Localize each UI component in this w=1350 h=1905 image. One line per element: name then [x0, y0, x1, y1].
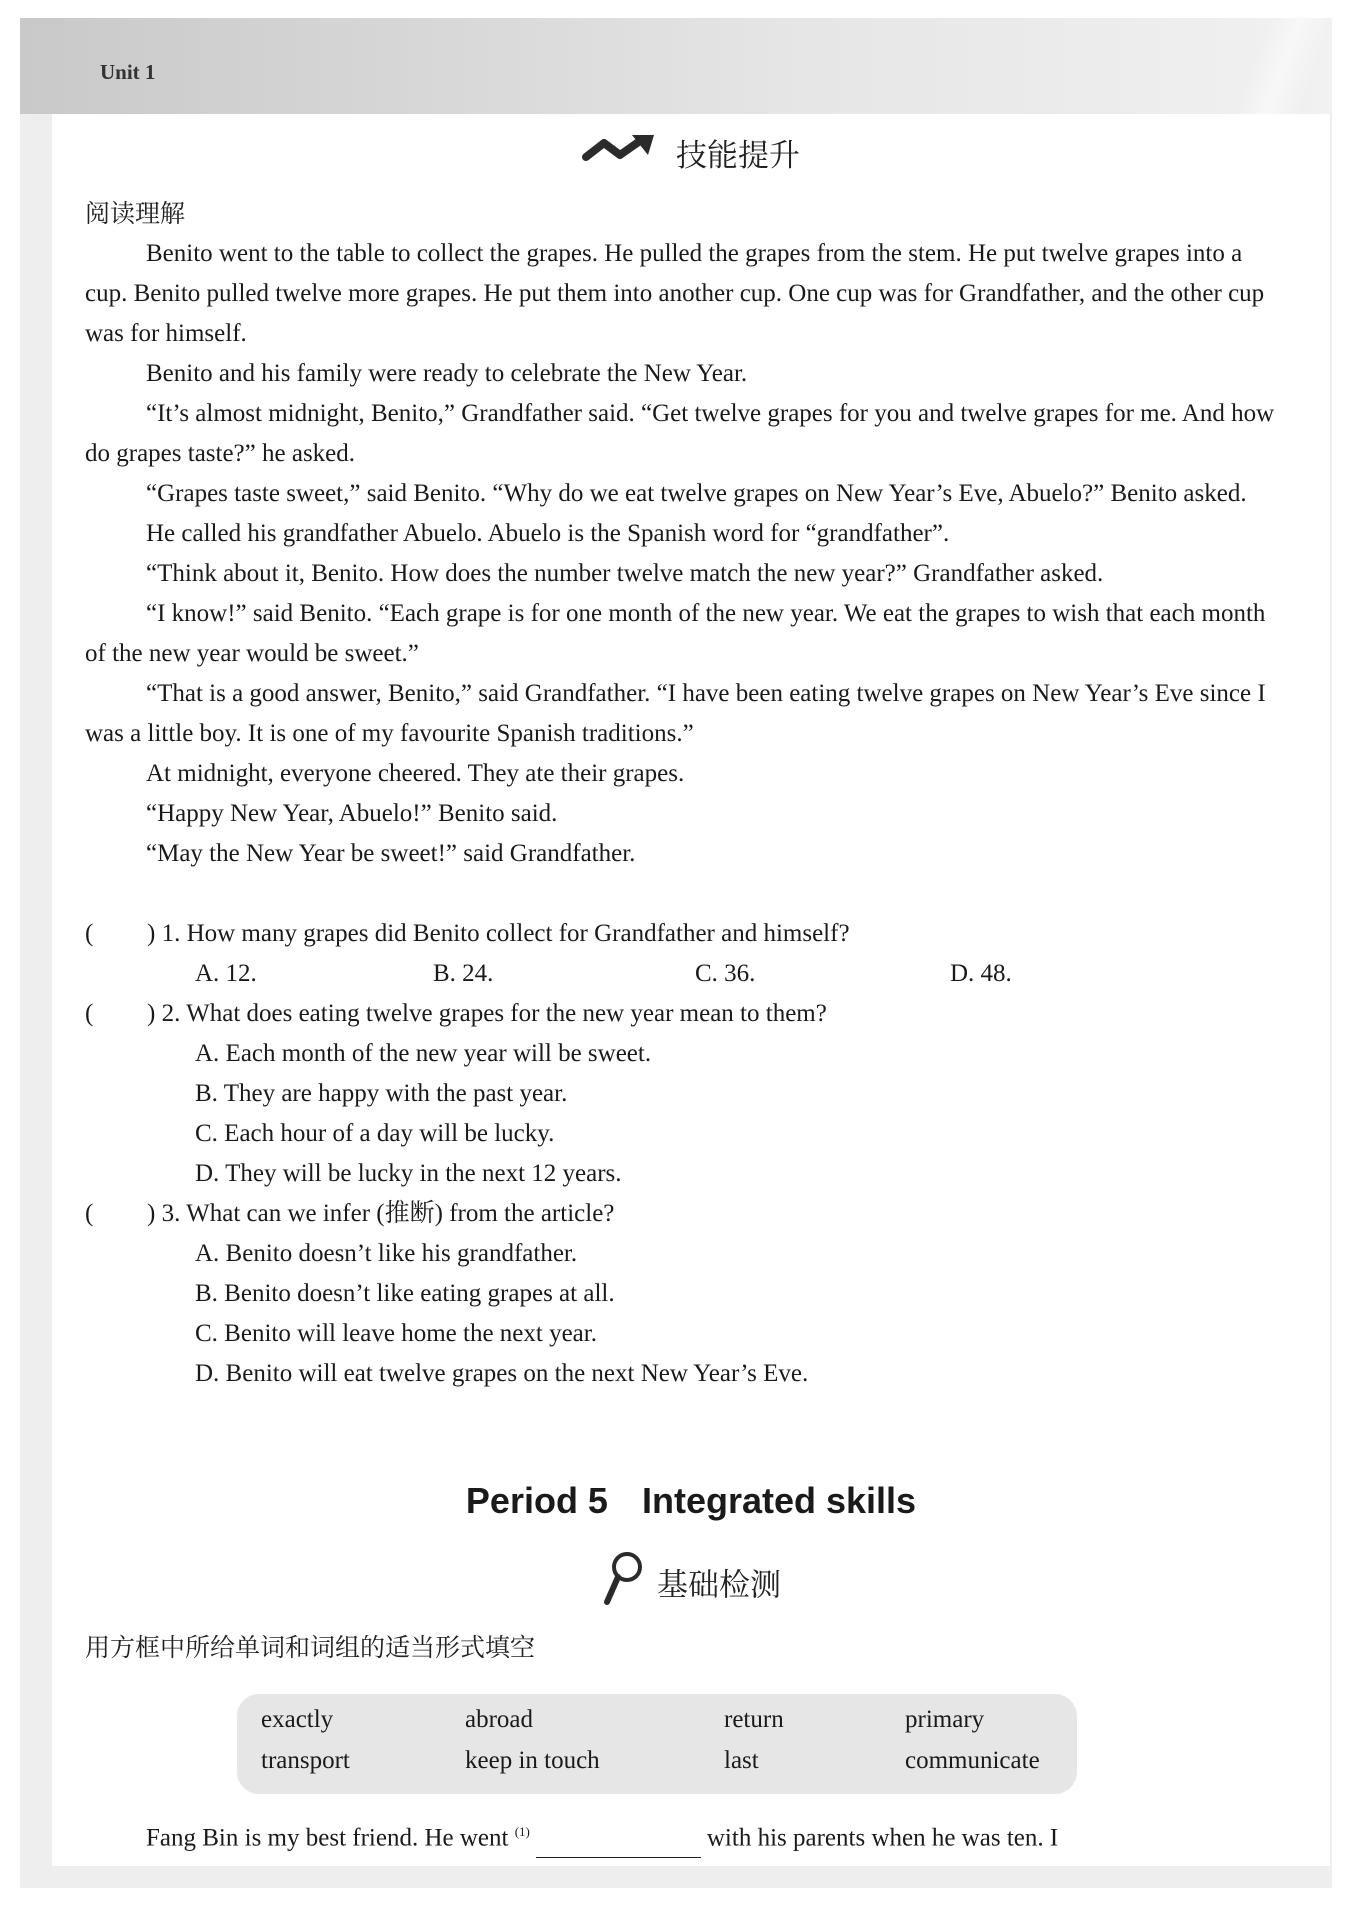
- word-bank-item: abroad: [465, 1706, 534, 1733]
- header-band: [20, 18, 1332, 114]
- question-1: [85, 914, 1285, 954]
- word-bank-item: transport: [261, 1747, 350, 1774]
- trend-arrow-icon: [582, 131, 664, 175]
- option-d[interactable]: D. Benito will eat twelve grapes on the next New Year’s Eve.: [195, 1360, 809, 1387]
- answer-paren[interactable]: (: [85, 1200, 94, 1227]
- option-b[interactable]: B. 24.: [433, 960, 494, 987]
- period-number: Period 5: [465, 1480, 608, 1521]
- word-bank-item: last: [724, 1747, 759, 1774]
- worksheet-content: [52, 114, 1330, 1866]
- passage-paragraph: “Grapes taste sweet,” said Benito. “Why do we eat twelve grapes on New Year’s Eve, Abuelo?” Benito asked.: [146, 480, 1247, 507]
- passage-paragraph: Benito went to the table to collect the grapes. He pulled the grapes from the stem. He put twelve grapes into a cup. Benito pulled twelve more grapes. He put them into another cup. One cup was for Grandfather, and the other cup was for himself.: [85, 240, 1265, 347]
- option-d[interactable]: D. 48.: [950, 960, 1012, 987]
- question-stem: ) 3. What can we infer (推断) from the article?: [147, 1200, 615, 1227]
- question-2: [85, 994, 1285, 1034]
- section-heading-text: 技能提升: [676, 138, 800, 174]
- period-name: Integrated skills: [641, 1480, 917, 1521]
- section-heading-skills: [52, 130, 1330, 175]
- option-a[interactable]: A. Each month of the new year will be sweet.: [195, 1040, 652, 1067]
- blank-number: (1): [514, 1824, 530, 1839]
- blank-input[interactable]: [536, 1831, 701, 1858]
- passage-paragraph: “Think about it, Benito. How does the number twelve match the new year?” Grandfather asked.: [146, 560, 1104, 587]
- passage-paragraph: “It’s almost midnight, Benito,” Grandfather said. “Get twelve grapes for you and twelve grapes for me. And how do grapes taste?” he asked.: [85, 400, 1275, 467]
- passage-paragraph: At midnight, everyone cheered. They ate their grapes.: [146, 760, 685, 787]
- sentence-end: with his parents when he was ten. I: [706, 1824, 1059, 1852]
- answer-paren[interactable]: (: [85, 1000, 94, 1027]
- option-b[interactable]: B. They are happy with the past year.: [195, 1080, 568, 1107]
- unit-label: Unit 1: [100, 60, 156, 84]
- reading-comprehension-title: 阅读理解: [85, 199, 186, 228]
- word-bank-item: primary: [905, 1706, 985, 1733]
- option-c[interactable]: C. Each hour of a day will be lucky.: [195, 1120, 555, 1147]
- option-c[interactable]: C. Benito will leave home the next year.: [195, 1320, 597, 1347]
- passage-paragraph: “May the New Year be sweet!” said Grandfather.: [146, 840, 636, 867]
- question-stem: ) 2. What does eating twelve grapes for the new year mean to them?: [147, 1000, 827, 1027]
- question-list: [85, 914, 1285, 1394]
- option-b[interactable]: B. Benito doesn’t like eating grapes at all.: [195, 1280, 615, 1307]
- word-bank-item: communicate: [905, 1747, 1040, 1774]
- sentence-start: Fang Bin is my best friend. He went: [146, 1824, 509, 1852]
- option-a[interactable]: A. Benito doesn’t like his grandfather.: [195, 1240, 578, 1267]
- option-a[interactable]: A. 12.: [195, 960, 257, 987]
- magnifier-icon: [601, 1550, 645, 1614]
- reading-passage: [85, 234, 1285, 874]
- section-heading-text: 基础检测: [657, 1567, 781, 1604]
- passage-paragraph: He called his grandfather Abuelo. Abuelo is the Spanish word for “grandfather”.: [146, 520, 950, 547]
- question-stem: ) 1. How many grapes did Benito collect for Grandfather and himself?: [147, 920, 850, 947]
- section-heading-basic: [52, 1550, 1330, 1614]
- word-bank-box: [237, 1694, 1077, 1794]
- passage-paragraph: “That is a good answer, Benito,” said Grandfather. “I have been eating twelve grapes on New Year’s Eve since I was a little boy. It is one of my favourite Spanish traditions.”: [85, 680, 1266, 747]
- word-bank-item: keep in touch: [465, 1747, 600, 1774]
- passage-paragraph: “Happy New Year, Abuelo!” Benito said.: [146, 800, 558, 827]
- option-d[interactable]: D. They will be lucky in the next 12 years.: [195, 1160, 622, 1187]
- answer-paren[interactable]: (: [85, 920, 94, 947]
- passage-paragraph: “I know!” said Benito. “Each grape is for one month of the new year. We eat the grapes to wish that each month of the new year would be sweet.”: [85, 600, 1266, 667]
- fill-instruction: 用方框中所给单词和词组的适当形式填空: [85, 1633, 536, 1662]
- question-1-options: [85, 954, 1285, 994]
- question-3: [85, 1194, 1285, 1234]
- word-bank-item: exactly: [261, 1706, 334, 1733]
- period-title: [52, 1480, 1330, 1522]
- option-c[interactable]: C. 36.: [695, 960, 756, 987]
- fill-blank-sentence: [85, 1812, 1305, 1858]
- passage-paragraph: Benito and his family were ready to celebrate the New Year.: [146, 360, 748, 387]
- word-bank-item: return: [724, 1706, 784, 1733]
